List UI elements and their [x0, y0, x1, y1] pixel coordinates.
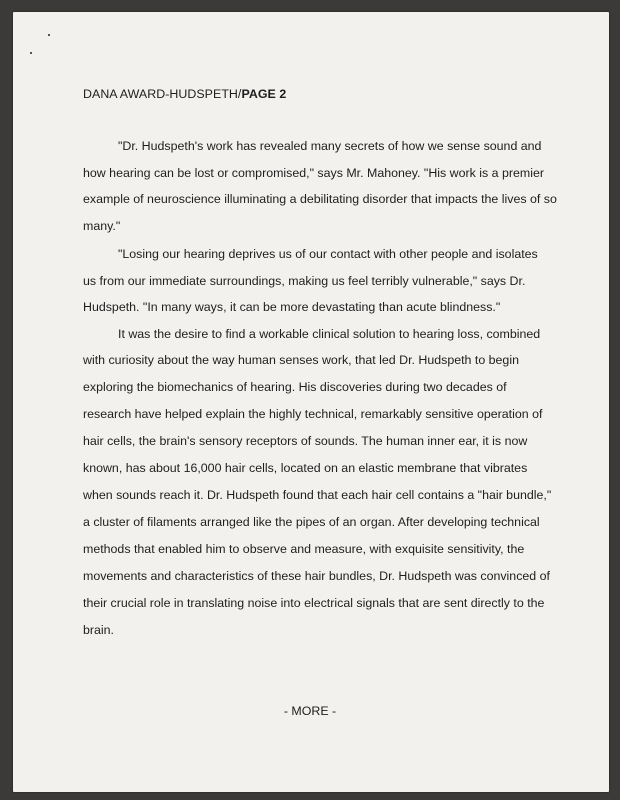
header-page-number: PAGE 2	[241, 87, 287, 101]
body-line: with curiosity about the way human senses work, that led Dr. Hudspeth to begin	[83, 353, 519, 367]
page-header	[83, 87, 286, 101]
body-line: hair cells, the brain's sensory receptors of sounds. The human inner ear, it is now	[83, 434, 528, 448]
body-line: "Dr. Hudspeth's work has revealed many secrets of how we sense sound and	[118, 139, 542, 153]
body-line: known, has about 16,000 hair cells, located on an elastic membrane that vibrates	[83, 461, 528, 475]
body-line: a cluster of filaments arranged like the pipes of an organ. After developing technical	[83, 515, 540, 529]
header-prefix: DANA AWARD-HUDSPETH/	[83, 87, 242, 101]
body-line: example of neuroscience illuminating a debilitating disorder that impacts the lives of so	[83, 192, 557, 206]
body-line: methods that enabled him to observe and measure, with exquisite sensitivity, the	[83, 542, 525, 556]
paper-speck	[30, 52, 32, 54]
body-line: Hudspeth. "In many ways, it can be more devastating than acute blindness."	[83, 300, 501, 314]
body-line: when sounds reach it. Dr. Hudspeth found that each hair cell contains a "hair bundle,"	[83, 488, 552, 502]
body-line: "Losing our hearing deprives us of our contact with other people and isolates	[118, 247, 538, 261]
body-line: brain.	[83, 623, 114, 637]
document-page	[13, 12, 609, 792]
body-line: how hearing can be lost or compromised," says Mr. Mahoney. "His work is a premier	[83, 166, 544, 180]
paper-speck	[48, 34, 50, 36]
body-line: It was the desire to find a workable clinical solution to hearing loss, combined	[118, 327, 541, 341]
body-line: research have helped explain the highly technical, remarkably sensitive operation of	[83, 407, 543, 421]
body-line: many."	[83, 219, 121, 233]
body-line: their crucial role in translating noise into electrical signals that are sent directly to the	[83, 596, 545, 610]
body-line: us from our immediate surroundings, making us feel terribly vulnerable," says Dr.	[83, 274, 526, 288]
body-line: movements and characteristics of these hair bundles, Dr. Hudspeth was convinced of	[83, 569, 550, 583]
more-footer: - MORE -	[283, 704, 337, 718]
body-line: exploring the biomechanics of hearing. His discoveries during two decades of	[83, 380, 507, 394]
